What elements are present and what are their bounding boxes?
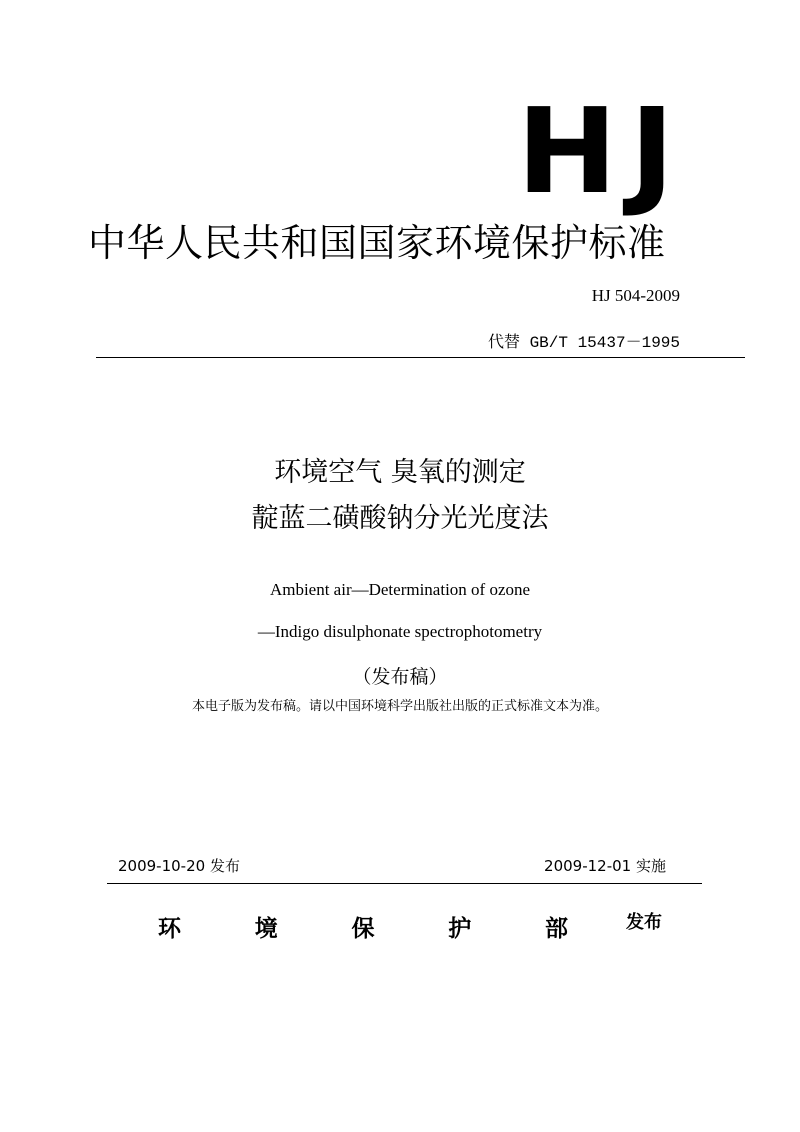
ministry-char: 护: [448, 916, 472, 942]
draft-label: （发布稿）: [352, 666, 448, 688]
title-zh-line2: 靛蓝二磺酸钠分光光度法: [251, 503, 549, 534]
edition-note: 本电子版为发布稿。请以中国环境科学出版社出版的正式标准文本为准。: [191, 699, 608, 714]
title-en-line2: —Indigo disulphonate spectrophotometry: [257, 622, 543, 641]
header-divider: [96, 357, 745, 358]
footer-divider: [107, 883, 702, 884]
publish-label: 发布: [626, 912, 662, 933]
ministry-char: 保: [351, 916, 375, 942]
standard-number: HJ 504-2009: [591, 286, 680, 305]
implementation-date: 2009-12-01 实施: [544, 857, 666, 875]
replaces-standard: 代替 GB/T 15437－1995: [487, 334, 680, 352]
ministry-char: 环: [158, 916, 181, 942]
hj-logo: HJ: [516, 82, 687, 220]
title-zh-line1: 环境空气 臭氧的测定: [274, 457, 526, 488]
issue-date: 2009-10-20 发布: [118, 857, 240, 875]
ministry-char: 部: [545, 916, 568, 942]
ministry-char: 境: [254, 916, 278, 942]
issuing-ministry: [158, 910, 568, 943]
standard-organization-title: 中华人民共和国国家环境保护标准: [88, 221, 666, 265]
title-en-line1: Ambient air—Determination of ozone: [269, 580, 531, 599]
